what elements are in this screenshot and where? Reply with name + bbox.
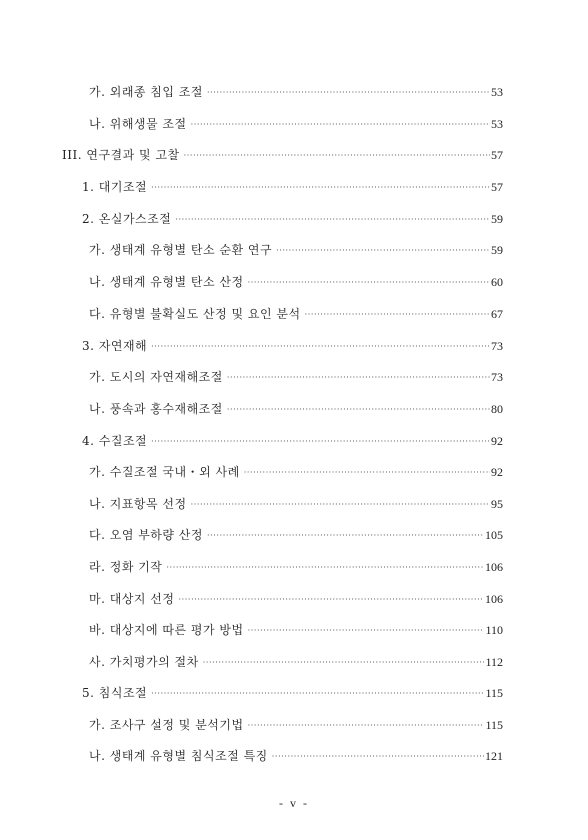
toc-entry[interactable] [89,527,503,545]
toc-entry[interactable] [89,369,503,387]
toc-entry-label: 4. 수질조절 [82,434,148,448]
toc-entry-label: 3. 자연재해 [82,339,148,353]
dot-leader [248,718,485,734]
toc-entry-label: 나. 풍속과 홍수재해조절 [89,402,223,416]
toc-entry[interactable] [89,242,503,260]
toc-entry-label: III. 연구결과 및 고찰 [62,148,180,162]
page-footer-number: - v - [279,796,309,810]
toc-entry[interactable] [82,685,503,703]
toc-entry-page: 95 [491,497,503,511]
toc-entry-page: 106 [485,592,503,606]
toc-entry-page: 106 [485,560,503,574]
toc-entry-label: 2. 온실가스조절 [82,212,172,226]
dot-leader [184,148,490,164]
dot-leader [179,592,485,608]
toc-entry[interactable] [82,433,503,451]
toc-entry[interactable] [89,401,503,419]
toc-entry-page: 67 [491,307,503,321]
toc-entry[interactable] [89,496,503,514]
toc-entry-page: 53 [491,85,503,99]
toc-entry-page: 59 [491,212,503,226]
toc-entry-label: 가. 생태계 유형별 탄소 순환 연구 [89,243,273,257]
toc-entry-label: 바. 대상지에 따른 평가 방법 [89,623,244,637]
toc-entry-page: 112 [485,655,503,669]
toc-entry-label: 사. 가치평가의 절차 [89,655,199,669]
dot-leader [151,339,490,355]
toc-entry-label: 1. 대기조절 [82,180,148,194]
toc-entry-page: 92 [491,465,503,479]
toc-entry[interactable] [89,654,503,672]
toc-entry[interactable] [89,274,503,292]
dot-leader [175,212,490,228]
toc-entry-page: 60 [491,275,503,289]
dot-leader [203,655,485,671]
dot-leader [276,243,490,259]
toc-entry-page: 115 [485,718,503,732]
dot-leader [166,560,484,576]
toc-entry-label: 가. 도시의 자연재해조절 [89,370,223,384]
toc-entry-page: 121 [485,749,503,763]
dot-leader [151,434,490,450]
toc-entry-label: 다. 오염 부하량 산정 [89,528,203,542]
toc-entry-page: 110 [485,623,503,637]
toc-entry-page: 92 [491,434,503,448]
toc-entry-page: 57 [491,180,503,194]
dot-leader [151,180,490,196]
dot-leader [244,465,490,481]
toc-entry[interactable] [89,717,503,735]
toc-entry[interactable] [89,748,503,766]
toc-entry[interactable] [82,338,503,356]
toc-entry[interactable] [89,116,503,134]
toc-entry[interactable] [62,147,503,165]
toc-entry[interactable] [89,622,503,640]
dot-leader [207,528,484,544]
toc-entry[interactable] [89,559,503,577]
toc-entry-label: 다. 유형별 불확실도 산정 및 요인 분석 [89,307,301,321]
toc-entry-page: 59 [491,243,503,257]
dot-leader [191,497,490,513]
toc-entry-label: 마. 대상지 선정 [89,592,175,606]
dot-leader [305,307,490,323]
toc-entry-label: 라. 정화 기작 [89,560,163,574]
toc-entry-label: 나. 생태계 유형별 탄소 산정 [89,275,244,289]
toc-entry-page: 80 [491,402,503,416]
dot-leader [248,623,485,639]
toc-entry-label: 가. 조사구 설정 및 분석기법 [89,718,244,732]
toc-entry[interactable] [89,464,503,482]
toc-entry-label: 나. 생태계 유형별 침식조절 특징 [89,749,268,763]
toc-entry-label: 나. 지표항목 선정 [89,497,187,511]
toc-entry-page: 73 [491,339,503,353]
toc-entry-page: 73 [491,370,503,384]
toc-entry-label: 나. 위해생물 조절 [89,117,187,131]
toc-entry[interactable] [82,211,503,229]
dot-leader [191,117,490,133]
toc-entry-page: 53 [491,117,503,131]
dot-leader [151,686,484,702]
toc-entry-label: 가. 수질조절 국내・외 사례 [89,465,240,479]
dot-leader [207,85,490,101]
toc-entry[interactable] [89,591,503,609]
toc-entry-label: 가. 외래종 침입 조절 [89,85,203,99]
toc-entry-page: 105 [485,528,503,542]
dot-leader [272,749,484,765]
toc-entry-page: 115 [485,686,503,700]
toc-entry-page: 57 [491,148,503,162]
dot-leader [227,402,490,418]
toc-entry[interactable] [89,84,503,102]
toc-entry[interactable] [82,179,503,197]
dot-leader [248,275,490,291]
toc-entry-label: 5. 침식조절 [82,686,148,700]
toc-entry[interactable] [89,306,503,324]
dot-leader [227,370,490,386]
